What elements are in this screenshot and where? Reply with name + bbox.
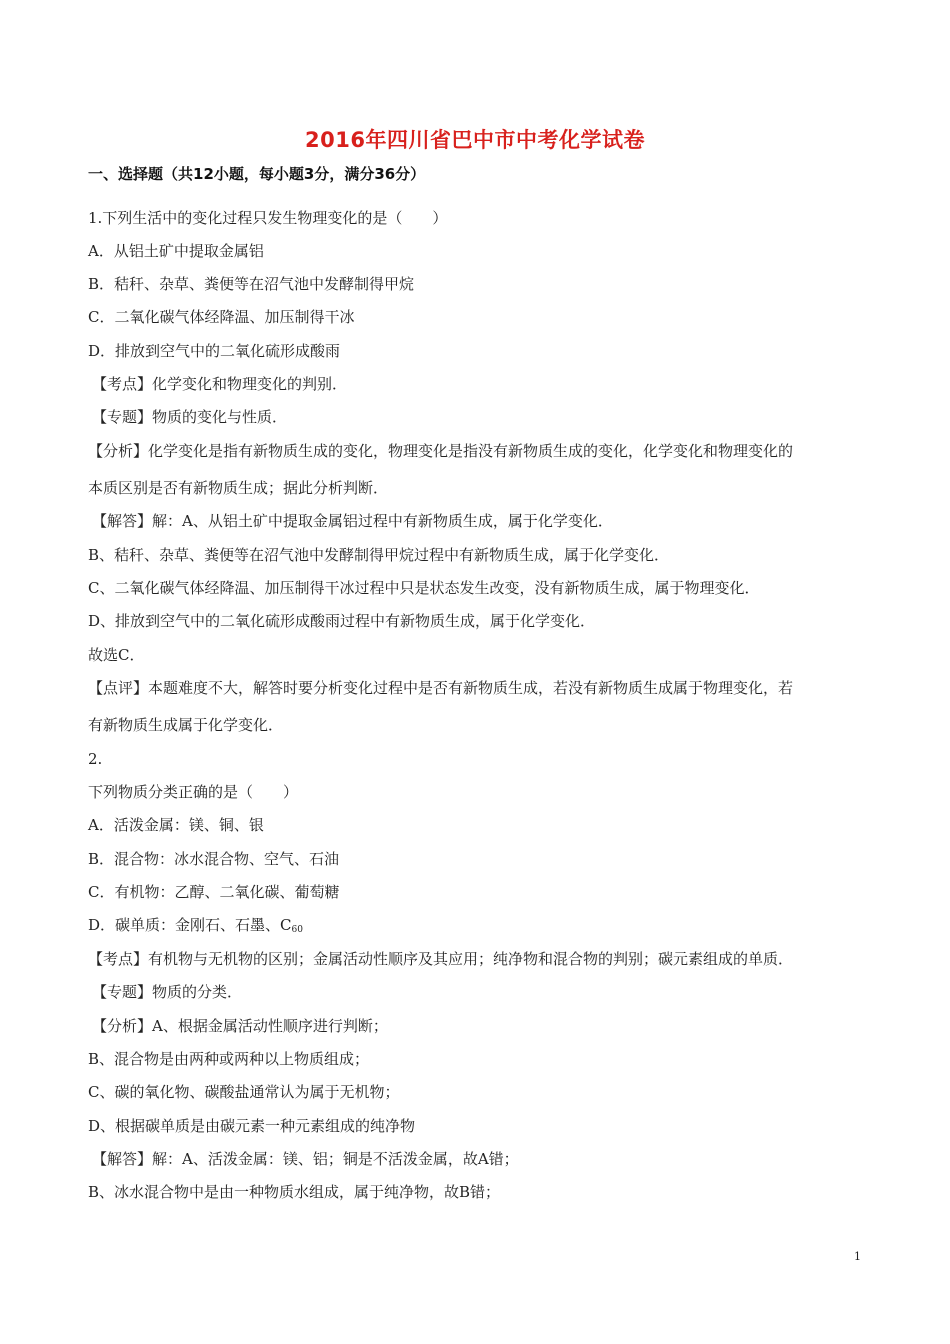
q2-fenxi-d: D、根据碳单质是由碳元素一种元素组成的纯净物	[88, 1117, 416, 1135]
q1-fenxi-line2: 本质区别是否有新物质生成；据此分析判断．	[88, 479, 389, 497]
q1-option-c: C．二氧化碳气体经降温、加压制得干冰	[88, 308, 355, 326]
q1-jieda-b: B、秸秆、杂草、粪便等在沼气池中发酵制得甲烷过程中有新物质生成，属于化学变化．	[88, 546, 670, 564]
q1-option-d: D．排放到空气中的二氧化硫形成酸雨	[88, 342, 341, 360]
q2-option-d-text: D．碳单质：金刚石、石墨、C	[88, 916, 292, 934]
q2-option-d-subscript: 60	[291, 925, 303, 935]
q2-fenxi-c: C、碳的氧化物、碳酸盐通常认为属于无机物；	[88, 1083, 400, 1101]
q1-stem: 1.下列生活中的变化过程只发生物理变化的是（ ）	[88, 209, 448, 227]
q2-option-b: B．混合物：冰水混合物、空气、石油	[88, 850, 340, 868]
exam-title: 2016年四川省巴中市中考化学试卷	[305, 128, 645, 152]
q1-option-a: A．从铝土矿中提取金属铝	[88, 242, 264, 260]
q1-dianping-line1: 【点评】本题难度不大，解答时要分析变化过程中是否有新物质生成，若没有新物质生成属于物理变化，若	[88, 679, 794, 697]
q2-option-a: A．活泼金属：镁、铜、银	[88, 816, 264, 834]
q2-fenxi-b: B、混合物是由两种或两种以上物质组成；	[88, 1050, 370, 1068]
q1-dianping-line2: 有新物质生成属于化学变化．	[88, 716, 284, 734]
q2-option-c: C．有机物：乙醇、二氧化碳、葡萄糖	[88, 883, 340, 901]
q1-answer: 故选C．	[88, 646, 145, 664]
q1-option-b: B．秸秆、杂草、粪便等在沼气池中发酵制得甲烷	[88, 275, 415, 293]
q2-number: 2.	[88, 750, 103, 768]
q1-jieda-a: 【解答】解：A、从铝土矿中提取金属铝过程中有新物质生成，属于化学变化．	[92, 512, 613, 530]
q2-zhuanti: 【专题】物质的分类．	[92, 983, 243, 1001]
section-heading: 一、选择题（共12小题，每小题3分，满分36分）	[88, 165, 426, 183]
q2-kaodian: 【考点】有机物与无机物的区别；金属活动性顺序及其应用；纯净物和混合物的判别；碳元素组成的单质．	[88, 950, 794, 968]
q2-fenxi-a: 【分析】A、根据金属活动性顺序进行判断；	[92, 1017, 388, 1035]
q1-zhuanti: 【专题】物质的变化与性质．	[92, 408, 288, 426]
q2-stem: 下列物质分类正确的是（ ）	[88, 783, 299, 801]
q2-option-d	[88, 915, 303, 940]
q1-jieda-c: C、二氧化碳气体经降温、加压制得干冰过程中只是状态发生改变，没有新物质生成，属于物理变化．	[88, 579, 760, 597]
q2-jieda-b: B、冰水混合物中是由一种物质水组成，属于纯净物，故B错；	[88, 1183, 501, 1201]
q2-jieda-a: 【解答】解：A、活泼金属：镁、铝；铜是不活泼金属，故A错；	[92, 1150, 519, 1168]
q1-kaodian: 【考点】化学变化和物理变化的判别．	[92, 375, 348, 393]
page-number: 1	[854, 1250, 861, 1263]
q1-fenxi-line1: 【分析】化学变化是指有新物质生成的变化，物理变化是指没有新物质生成的变化，化学变化和物理变化的	[88, 442, 794, 460]
q1-jieda-d: D、排放到空气中的二氧化硫形成酸雨过程中有新物质生成，属于化学变化．	[88, 612, 596, 630]
